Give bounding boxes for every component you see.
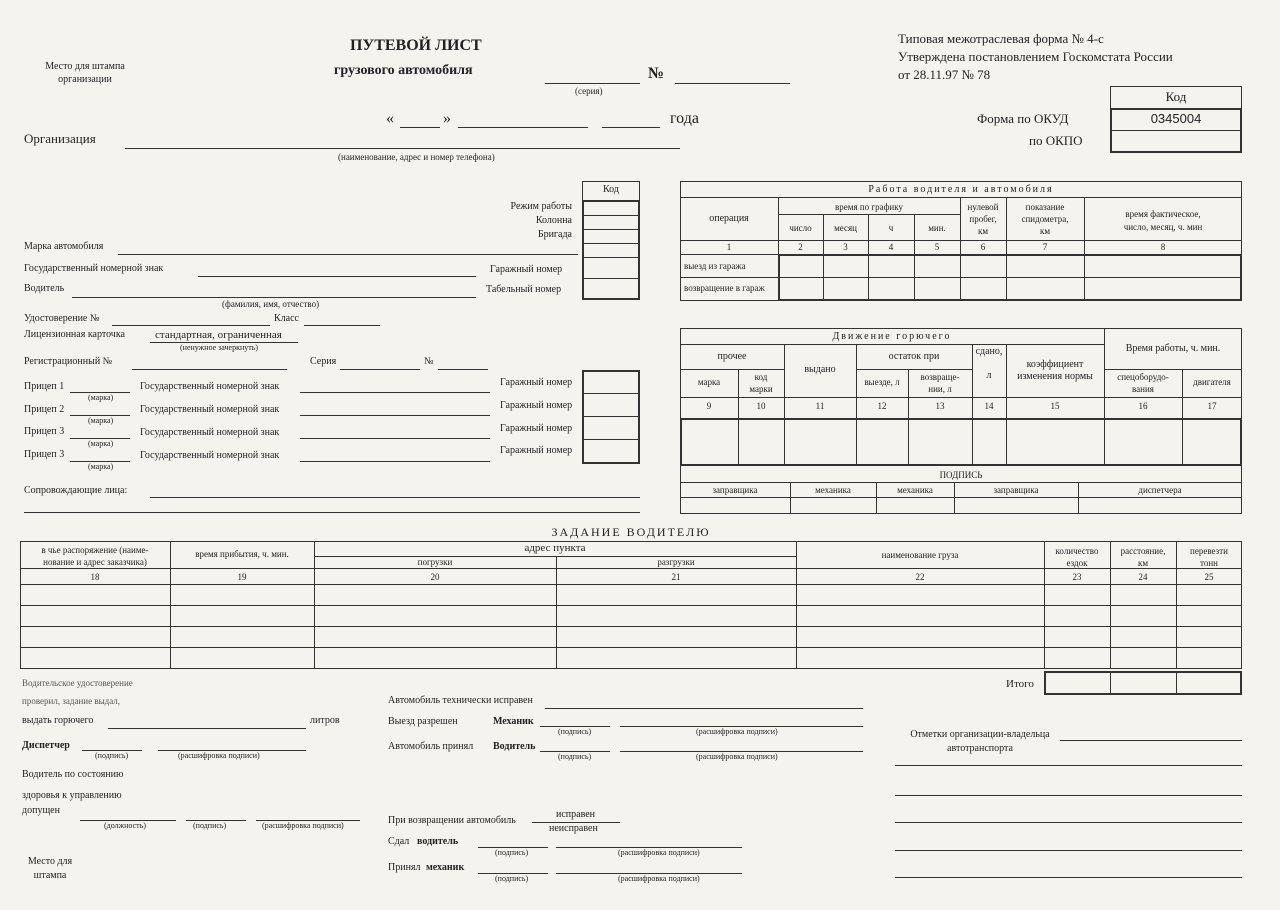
org-notes-label: Отметки организации-владельца автотранспорта <box>910 729 1050 754</box>
fuel-col-num-15: 15 <box>1050 401 1060 411</box>
work-col-num-3: 3 <box>843 242 848 252</box>
signature-header: ПОДПИСЬ <box>939 470 983 480</box>
trailer-3-plate-field[interactable] <box>300 438 490 439</box>
trailer-3-garage-label: Гаражный номер <box>500 423 573 434</box>
trailer-4-plate-field[interactable] <box>300 461 490 462</box>
reg-number-field[interactable] <box>438 369 488 370</box>
standard-form-label: Типовая межотраслевая форма № 4-с <box>898 31 1104 46</box>
license-label: Удостоверение № <box>24 313 100 324</box>
received-mechanic-label: механик <box>426 862 465 873</box>
org-notes-line-2[interactable] <box>895 765 1242 766</box>
work-col-num-5: 5 <box>934 242 940 252</box>
address-header: адрес пункта <box>524 542 586 554</box>
task-col-num-21: 21 <box>671 572 681 582</box>
work-col-num-6: 6 <box>980 242 986 252</box>
other-fuel-header: прочее <box>717 351 747 362</box>
accept-driver-decode-caption: (расшифровка подписи) <box>696 752 778 761</box>
date-day-field[interactable] <box>400 127 440 128</box>
license-checked-label-1: Водительское удостоверение <box>22 678 133 688</box>
vehicle-code-header: Код <box>603 184 619 195</box>
fuel-brand-header: марка <box>697 377 721 387</box>
return-mechanic-decode-caption: (расшифровка подписи) <box>618 874 700 883</box>
trailer-3-label: Прицеп 3 <box>24 426 65 437</box>
customer-header: в чье распоряжение (наиме- нование и адрес заказчика) <box>41 545 149 567</box>
trailer-3-make-caption: (марка) <box>88 439 114 448</box>
stamp-place-label: Место для штампа организации <box>45 61 125 85</box>
sig-fueler-1: заправщика <box>712 485 758 495</box>
trailer-4-label: Прицеп 3 <box>24 449 65 460</box>
license-card-label: Лицензионная карточка <box>24 329 125 340</box>
sig-mechanic-1: механика <box>815 485 851 495</box>
zero-run-header: нулевой пробег, км <box>967 202 999 236</box>
day-header: число <box>789 223 812 233</box>
medic-signature-caption: (подпись) <box>193 821 227 830</box>
reg-number-sign: № <box>424 356 434 367</box>
trailer-2-garage-label: Гаражный номер <box>500 400 573 411</box>
codes-header: Код <box>1165 89 1187 104</box>
month-header: месяц <box>834 223 857 233</box>
reg-series-field[interactable] <box>340 369 420 370</box>
vehicle-make-field[interactable] <box>118 254 578 255</box>
medic-decode-caption: (расшифровка подписи) <box>262 821 344 830</box>
date-open-quote: « <box>386 110 394 127</box>
class-label: Класс <box>274 313 299 324</box>
trailer-2-label: Прицеп 2 <box>24 404 65 415</box>
year-word: года <box>670 110 699 127</box>
handed-header: сдано, л <box>975 346 1003 381</box>
dispatcher-decode-caption: (расшифровка подписи) <box>178 751 260 760</box>
number-sign: № <box>648 65 665 82</box>
org-notes-line-4[interactable] <box>895 822 1242 823</box>
total-label: Итого <box>1006 678 1034 690</box>
handed-driver-label: водитель <box>417 836 459 847</box>
organization-caption: (наименование, адрес и номер телефона) <box>338 152 495 162</box>
arrival-time-header: время прибытия, ч. мин. <box>195 549 289 559</box>
task-col-num-23: 23 <box>1072 572 1082 582</box>
okpo-label: по ОКПО <box>1029 133 1083 148</box>
trailer-1-garage-label: Гаражный номер <box>500 377 573 388</box>
brand-code-header: код марки <box>749 372 773 394</box>
trailer-1-plate-field[interactable] <box>300 392 490 393</box>
return-driver-signature-caption: (подпись) <box>495 848 529 857</box>
tech-ok-field[interactable] <box>545 708 863 709</box>
unloading-header: разгрузки <box>657 557 695 567</box>
driver-task-title: ЗАДАНИЕ ВОДИТЕЛЮ <box>551 525 711 539</box>
fio-caption: (фамилия, имя, отчество) <box>222 299 320 309</box>
trailer-2-make-caption: (марка) <box>88 416 114 425</box>
return-mechanic-signature-caption: (подпись) <box>495 874 529 883</box>
health-label-3: допущен <box>22 805 60 816</box>
fuel-col-num-14: 14 <box>984 401 994 411</box>
work-mode-label: Режим работы <box>510 201 572 212</box>
stamp-place-bottom: Место для штампа <box>27 856 73 881</box>
date-close-quote: » <box>443 110 451 127</box>
date-month-field[interactable] <box>458 127 588 128</box>
work-table-title: Работа водителя и автомобиля <box>868 184 1054 195</box>
fuel-col-num-10: 10 <box>756 401 766 411</box>
trailer-1-make-caption: (марка) <box>88 393 114 402</box>
status-not-ok-option[interactable]: неисправен <box>549 823 598 834</box>
trailer-1-plate-label: Государственный номерной знак <box>140 381 280 392</box>
health-label-1: Водитель по состоянию <box>22 769 124 780</box>
trips-header: количество ездок <box>1055 546 1099 568</box>
driver-field[interactable] <box>72 297 476 298</box>
registration-label: Регистрационный № <box>24 356 113 367</box>
exit-allowed-label: Выезд разрешен <box>388 716 458 727</box>
coefficient-header: коэффициент изменения нормы <box>1017 359 1093 382</box>
org-notes-line-5[interactable] <box>895 850 1242 851</box>
special-equipment-header: спецоборудо- вания <box>1117 372 1169 394</box>
dispatcher-label: Диспетчер <box>22 740 70 751</box>
handed-over-label: Сдал <box>388 836 410 847</box>
schedule-header: время по графику <box>835 202 903 212</box>
tab-number-label: Табельный номер <box>486 284 562 295</box>
number-field[interactable] <box>675 83 790 84</box>
work-time-header: Время работы, ч. мин. <box>1125 343 1221 354</box>
on-return-header: возвраще- нии, л <box>920 372 960 394</box>
form-subtitle: грузового автомобиля <box>334 63 473 78</box>
health-label-2: здоровья к управлению <box>22 790 122 801</box>
exit-mechanic-decode-caption: (расшифровка подписи) <box>696 727 778 736</box>
sig-fueler-2: заправщика <box>993 485 1039 495</box>
escort-label: Сопровождающие лица: <box>24 485 128 496</box>
work-col-num-4: 4 <box>888 242 894 252</box>
received-label: Принял <box>388 862 421 873</box>
issued-header: выдано <box>804 364 836 375</box>
organization-field[interactable] <box>125 148 680 149</box>
trailer-4-plate-label: Государственный номерной знак <box>140 450 280 461</box>
sig-dispatcher: диспетчера <box>1138 485 1182 495</box>
driver-signature-label: Водитель <box>493 741 536 752</box>
remainder-header: остаток при <box>888 351 940 362</box>
organization-label: Организация <box>24 131 96 146</box>
column-label: Колонна <box>535 215 572 226</box>
escort-field-2[interactable] <box>24 512 640 513</box>
liters-label: литров <box>310 715 340 726</box>
tech-ok-label: Автомобиль технически исправен <box>388 695 533 706</box>
trailer-2-plate-label: Государственный номерной знак <box>140 404 280 415</box>
trailer-1-label: Прицеп 1 <box>24 381 65 392</box>
engine-header: двигателя <box>1193 377 1231 387</box>
org-notes-line-1[interactable] <box>1060 740 1242 741</box>
card-caption: (ненужное зачеркнуть) <box>180 343 259 352</box>
fuel-data-cells[interactable] <box>680 418 1242 466</box>
work-col-num-1: 1 <box>726 242 732 252</box>
work-data-cells[interactable] <box>778 254 1242 301</box>
fuel-col-num-13: 13 <box>935 401 945 411</box>
okud-value[interactable]: 0345004 <box>1150 111 1202 126</box>
vehicle-accepted-label: Автомобиль принял <box>388 741 474 752</box>
vehicle-make-label: Марка автомобиля <box>24 241 104 252</box>
trailer-4-garage-label: Гаражный номер <box>500 445 573 456</box>
license-field[interactable] <box>112 325 270 326</box>
approved-date: от 28.11.97 № 78 <box>898 67 991 82</box>
brigade-label: Бригада <box>537 229 572 240</box>
trailer-garage-box[interactable] <box>582 370 640 464</box>
garage-exit-row-label: выезд из гаража <box>684 261 746 271</box>
cargo-header: наименование груза <box>881 550 959 560</box>
org-notes-line-3[interactable] <box>895 795 1242 796</box>
fuel-issue-field[interactable] <box>108 728 306 729</box>
task-col-num-22: 22 <box>915 572 925 582</box>
hour-header: ч <box>888 223 894 233</box>
driver-label: Водитель <box>24 283 65 294</box>
plate-field[interactable] <box>198 276 476 277</box>
task-col-num-19: 19 <box>237 572 247 582</box>
series-caption: (серия) <box>575 86 603 96</box>
fuel-col-num-9: 9 <box>706 401 712 411</box>
trailer-3-plate-label: Государственный номерной знак <box>140 427 280 438</box>
fuel-col-num-16: 16 <box>1138 401 1148 411</box>
escort-field-1[interactable] <box>150 497 640 498</box>
task-col-num-25: 25 <box>1204 572 1214 582</box>
date-year-field[interactable] <box>602 127 660 128</box>
total-row-cells[interactable] <box>1044 671 1242 695</box>
org-notes-line-6[interactable] <box>895 877 1242 878</box>
class-field[interactable] <box>304 325 380 326</box>
plate-label: Государственный номерной знак <box>24 263 164 274</box>
actual-time-header: время фактическое, число, месяц, ч. мин <box>1123 209 1203 232</box>
trailer-2-plate-field[interactable] <box>300 415 490 416</box>
on-return-label: При возвращении автомобиль <box>388 815 516 826</box>
license-card-value: стандартная, ограниченная <box>155 329 282 341</box>
exit-mechanic-signature-caption: (подпись) <box>558 727 592 736</box>
series-label: Серия <box>310 356 337 367</box>
task-col-num-20: 20 <box>430 572 440 582</box>
okud-label: Форма по ОКУД <box>977 111 1069 126</box>
garage-return-row-label: возвращение в гараж <box>684 283 765 293</box>
fuel-col-num-17: 17 <box>1207 401 1217 411</box>
work-col-num-8: 8 <box>1160 242 1166 252</box>
status-ok-option[interactable]: исправен <box>556 809 596 820</box>
work-col-num-7: 7 <box>1042 242 1048 252</box>
garage-number-label: Гаражный номер <box>490 264 563 275</box>
return-driver-decode-caption: (расшифровка подписи) <box>618 848 700 857</box>
work-col-num-2: 2 <box>798 242 803 252</box>
fuel-col-num-11: 11 <box>815 401 825 411</box>
on-departure-header: выезде, л <box>864 377 900 387</box>
series-field[interactable] <box>545 83 640 84</box>
mechanic-label: Механик <box>493 716 534 727</box>
approved-label: Утверждена постановлением Госкомстата России <box>898 49 1173 64</box>
registration-field[interactable] <box>132 369 287 370</box>
license-checked-label-2: проверил, задание выдал, <box>22 696 121 706</box>
form-title: ПУТЕВОЙ ЛИСТ <box>350 37 482 54</box>
accept-driver-signature-caption: (подпись) <box>558 752 592 761</box>
fuel-col-num-12: 12 <box>877 401 887 411</box>
dispatcher-signature-caption: (подпись) <box>95 751 129 760</box>
trailer-4-make-caption: (марка) <box>88 462 114 471</box>
operation-header: операция <box>709 213 749 224</box>
task-col-num-18: 18 <box>90 572 100 582</box>
task-col-num-24: 24 <box>1138 572 1148 582</box>
odometer-header: показание спидометра, км <box>1021 202 1069 236</box>
fuel-table-title: Движение горючего <box>832 331 952 342</box>
position-caption: (должность) <box>104 821 146 830</box>
distance-header: расстояние, км <box>1120 546 1166 568</box>
minute-header: мин. <box>928 223 946 233</box>
loading-header: погрузки <box>417 557 453 567</box>
fuel-issue-label: выдать горючего <box>22 715 94 726</box>
sig-mechanic-2: механика <box>897 485 933 495</box>
tons-header: перевезти тонн <box>1190 546 1228 568</box>
